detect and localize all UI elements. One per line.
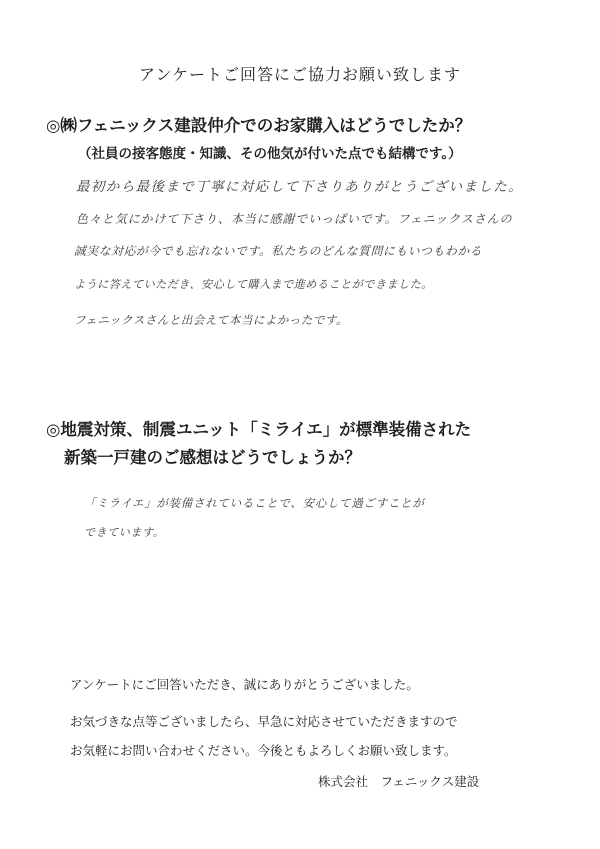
closing-line-2: お気づきな点等ございましたら、早急に対応させていただきますので: [70, 714, 458, 729]
answer-1-line-4: ように答えていただき、安心して購入まで進めることができました。: [74, 278, 433, 291]
answer-1-line-3: 誠実な対応が今でも忘れないです。私たちのどんな質問にもいつもわかる: [74, 244, 483, 258]
question-2-line-1: ◎地震対策、制震ユニット「ミライエ」が標準装備された: [46, 420, 472, 439]
answer-1-line-5: フェニックスさんと出会えて本当によかったです。: [74, 313, 348, 327]
closing-line-3: お気軽にお問い合わせください。今後ともよろしくお願い致します。: [70, 743, 457, 758]
answer-1-line-2: 色々と気にかけて下さり、本当に感謝でいっぱいです。フェニックスさんの: [76, 212, 513, 226]
closing-line-1: アンケートにご回答いただき、誠にありがとうございました。: [70, 677, 419, 692]
company-signature: 株式会社 フェニックス建設: [318, 774, 480, 789]
question-1-note: （社員の接客態度・知識、その他気が付いた点でも結構です。）: [78, 146, 462, 162]
answer-2-line-1: 「ミライエ」が装備されていることで、安心して過ごすことが: [84, 496, 425, 510]
answer-2-line-2: できています。: [84, 526, 165, 539]
question-1: ◎㈱フェニックス建設仲介でのお家購入はどうでしたか？: [46, 116, 472, 135]
answer-1-line-1: 最初から最後まで丁寧に対応して下さりありがとうございました。: [76, 179, 523, 195]
question-2-line-2: 新築一戸建のご感想はどうでしょうか？: [64, 448, 361, 467]
survey-title: アンケートご回答にご協力お願い致します: [138, 65, 462, 84]
